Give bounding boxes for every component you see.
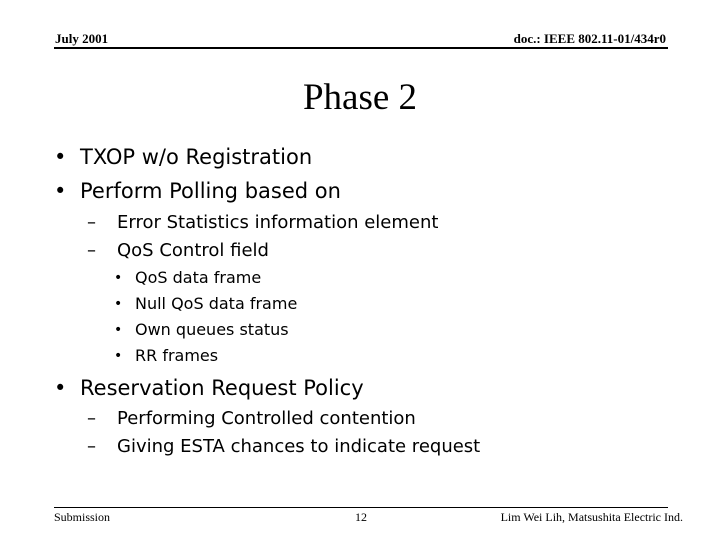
sub-sub-bullet-text: Null QoS data frame: [135, 294, 298, 313]
bullet-marker: •: [114, 270, 123, 286]
dash-marker: –: [87, 408, 96, 429]
sub-bullet-text: Performing Controlled contention: [117, 408, 416, 429]
bullet-marker: •: [54, 179, 67, 203]
dash-marker: –: [87, 436, 96, 457]
sub-bullet-esta-chances: [87, 436, 647, 458]
bullet-marker: •: [114, 322, 123, 338]
bullet-reservation-request-policy: [54, 375, 654, 401]
sub-bullet-controlled-contention: [87, 408, 647, 430]
footer-submission: Submission: [54, 510, 111, 524]
bullet-txop: [54, 144, 654, 170]
sub-sub-bullet-text: Own queues status: [135, 320, 289, 339]
sub-bullet-text: Error Statistics information element: [117, 212, 439, 233]
sub-bullet-qos-control: [87, 240, 647, 262]
sub-bullet-text: Giving ESTA chances to indicate request: [117, 436, 481, 457]
bullet-text: TXOP w/o Registration: [80, 145, 313, 169]
bullet-text: Reservation Request Policy: [80, 376, 364, 400]
header-date: July 2001: [55, 31, 109, 46]
sub-sub-bullet-null-qos-data-frame: [114, 294, 614, 314]
bullet-marker: •: [54, 376, 67, 400]
sub-bullet-text: QoS Control field: [117, 240, 269, 261]
sub-sub-bullet-rr-frames: [114, 346, 614, 366]
sub-sub-bullet-text: RR frames: [135, 346, 219, 365]
bullet-marker: •: [54, 145, 67, 169]
dash-marker: –: [87, 212, 96, 233]
sub-sub-bullet-text: QoS data frame: [135, 268, 262, 287]
footer-author: Lim Wei Lih, Matsushita Electric Ind.: [500, 510, 683, 524]
bullet-polling: [54, 178, 654, 204]
footer-page-number: 12: [355, 510, 367, 524]
bullet-marker: •: [114, 348, 123, 364]
sub-sub-bullet-own-queues-status: [114, 320, 614, 340]
sub-sub-bullet-qos-data-frame: [114, 268, 614, 288]
bullet-text: Perform Polling based on: [80, 179, 341, 203]
footer-rule: [54, 507, 668, 508]
sub-bullet-error-statistics: [87, 212, 647, 234]
bullet-marker: •: [114, 296, 123, 312]
dash-marker: –: [87, 240, 96, 261]
slide-title: Phase 2: [302, 77, 418, 118]
header-doc-id: doc.: IEEE 802.11-01/434r0: [513, 31, 666, 46]
header-rule: [54, 47, 668, 49]
